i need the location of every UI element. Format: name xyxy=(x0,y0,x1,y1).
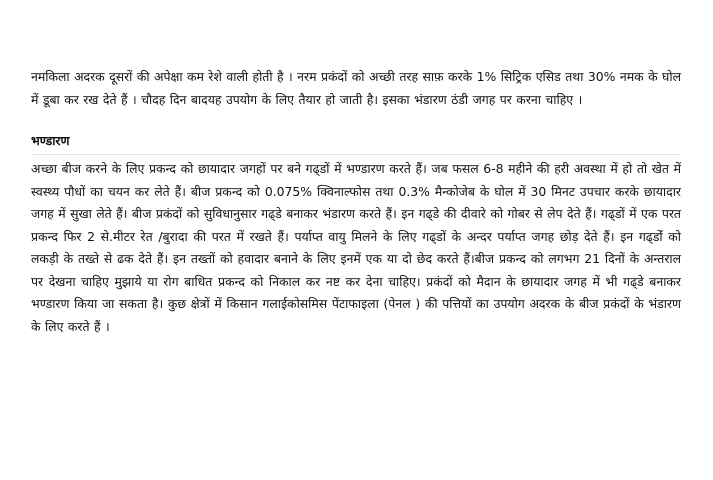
section-heading-storage: भण्डारण xyxy=(31,133,70,148)
storage-paragraph: अच्छा बीज करने के लिए प्रकन्द को छायादार जगहों पर बने गढ्डों में भण्डारण करते हैं। जब फसल 6-8 महीने की हरी अवस्था में हो तो खेत में स्वस्थ्य पौधों का चयन कर लेते हैं। बीज प्रकन्द को 0.075% क्विनाल्फोस तथा 0.3% मैन्कोजेब के घोल में 30 मिनट उपचार करके छायादार जगह में सुखा लेते हैं। बीज प्रकंदों को सुविधानुसार गढ्डे बनाकर भंडारण करते हैं। इन गढ्डे की दीवारे को गोबर से लेप देते हैं। गढ्डों में एक परत प्रकन्द फिर 2 से.मीटर रेत /बुरादा की परत में रखते हैं। पर्याप्त वायु मिलने के लिए गढ्डों के अन्दर पर्याप्त जगह छोड़ देते हैं। इन गढ्डोंं को लकड़ी के तख्ते से ढक देते हैं। इन तख्तों को हवादार बनाने के लिए इनमें एक या दो छेद करते हैं।बीज प्रकन्द को लगभग 21 दिनों के अन्तराल पर देखना चाहिए मुझाये या रोग बाधित प्रकन्द को निकाल कर नष्ट कर देना चाहिए। प्रकंदों को मैदान के छायादार जगह में भी गढ्डे बनाकर भण्डारण किया जा सकता है। कुछ क्षेत्रों में किसान गलाईकोसमिस पेंटाफाइला (पेनल ) की पत्तियों का उपयोग अदरक के बीज प्रकंदों के भंडारण के लिए करते हैं । xyxy=(31,161,681,334)
intro-paragraph: नमकिला अदरक दूसरों की अपेक्षा कम रेशे वाली होती है । नरम प्रकंदों को अच्छी तरह साफ़ करके 1% सिट्रिक एसिड तथा 30% नमक के घोल में डूबा कर रख देते हैं । चौदह दिन बादयह उपयोग के लिए तैयार हो जाती है। इसका भंडारण ठंडी जगह पर करना चाहिए । xyxy=(31,69,681,107)
document-page xyxy=(31,66,681,338)
section-heading-block xyxy=(31,131,681,155)
